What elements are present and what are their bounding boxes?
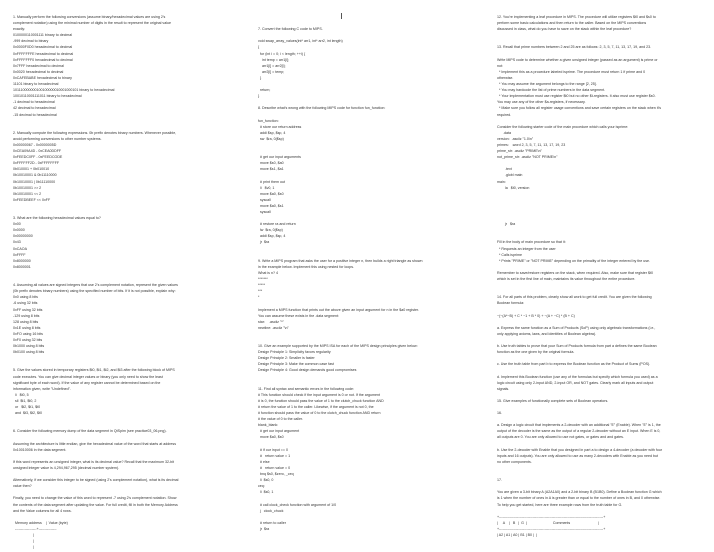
text-line: # is 0, the function should pass the value of 1 to the clutch_chuck function AND [258,398,384,403]
text-line: 0x0000F0D0 hexadecimal to decimal [13,45,73,50]
text-line: *** [258,289,263,294]
text-line: 0x00000067 - 0x0000005D [13,142,57,147]
text-line: Alternatively, if we consider this integer to be signed (using 2's complement notation), what is its decimal [13,478,179,483]
text-line: return; [258,88,271,93]
text-line: # return the value of 1 to the caller. Likewise, if the argument is not 0, the [258,405,374,409]
text-line: -6 using 32 bits [13,301,38,306]
text-line: jr $ra [258,526,270,531]
text-line: 0x00000000 [13,234,33,239]
text-line: move $s1, $a1 [258,167,284,172]
text-line: perform some basic calculations and then return to the caller. Based on the MIPS conventions [497,21,647,26]
text-line: 0b0100 using 8 bits [13,350,45,355]
text-line: 0xFO using 16 bits [13,331,43,336]
text-line: 0xFF using 32 bits [13,307,43,312]
text-line: li $t0, 5 [13,392,29,397]
text-line: # return to caller [258,520,286,525]
text-line: Design Principle 3: Make the common case fast [258,362,334,367]
text-line: in the example below. Implement this using nested for loops. [258,264,355,269]
text-line: li $v0, 1 [258,185,275,190]
text-line: 6. Consider the following memory dump of the data segment in QtSpim (see practice03_06.png). [13,429,167,434]
text-line: # function should pass the value of 0 to the clutch_chuck function AND return [258,411,381,416]
text-line: If this word represents an unsigned integer, what is its decimal value? Recall that the maximum 32-bit [13,459,174,464]
text-line: Implement a MIPS function that prints out the above given an input argument for n in the $a0 register. [258,307,420,312]
text-line: void swap_array_values(int* arr1, int* arr2, int length) [258,39,343,44]
text-line: -1 decimal to hexadecimal [13,100,55,105]
text-line: fun_function: [258,118,279,123]
text-line: 11101 binary to hexadecimal [13,82,59,87]
text-line: What is n? 4 [258,270,278,275]
text-line: discussed in class, what do you have to save on the stack within the leaf procedure? [497,27,632,32]
text-line: syscall [258,197,271,202]
text-line: prime_str: .asciiz "PRIME\n" [497,149,542,154]
text-line: .globl main [497,173,523,178]
text-line: required. [497,112,512,117]
text-line: 0xFFFFFFFE hexadecimal to decimal [13,51,74,56]
text-line: -15 decimal to hexadecimal [13,112,57,117]
text-line: 0x1E using 8 bits [13,325,41,330]
text-line: move $a0, $s0 [258,435,284,440]
text-line: value then? [13,484,32,489]
text-line: -999 decimal to binary [13,39,49,44]
text-line: 9. Write a MIPS program that asks the user for a positive integer n, then builds a right triangle as shown [258,258,423,263]
text-line: Memory address | Value (byte) [13,520,68,525]
text-line: # call clock_check function with argument of 1/0 [258,502,337,507]
text-line: 0x10010006 in the data segment. [13,447,67,452]
text-line: .text [497,167,512,172]
text-line: | [13,539,34,544]
text-line: 0xFFFFFF2D - 0xFFFFFFFF [13,161,60,166]
text-line: 14. For all parts of this problem, clearly show all work to get full credit. You are given the following [497,295,652,300]
text-line: 16. [497,411,502,416]
text-line: or $t2, $t1, $t0 [13,405,41,409]
text-line: exactly: [13,27,26,32]
text-line: arr2[i] = temp; [258,69,285,74]
text-line: To help you get started, here are three example rows from the truth table for G. [497,502,623,507]
text-line: Finally, you need to change the value of this word to represent -7 using 2's complement notation. Show [13,496,177,501]
text-line: b. Use the 2-decoder with Enable that you designed in part a to design a 4-decoder (a decoder with four [497,447,663,452]
text-cursor [341,13,342,19]
text-line: 0x0000 [13,228,25,233]
text-line: addi $sp, $sp, 4 [258,234,286,239]
text-line: Assuming the architecture is little endian, give the hexadecimal value of the word that starts at address [13,441,177,446]
text-line: for (int i = 0; i < length; ++i) { [258,51,306,56]
text-line: Write MIPS code to determine whether a given unsigned integer (passed as an argument) is prime or [497,57,658,62]
text-line: star: .asciiz "*" [258,319,284,324]
text-line: 0xF0 using 32 bits [13,337,43,342]
text-line: { [258,45,260,50]
text-line: newline: .asciiz "\n" [258,325,289,330]
text-line: 5. Give the values stored in temporary registers $t0, $t1, $t2, and $t3 after the following block of MIPS [13,368,175,373]
column-middle [258,14,483,532]
text-line: lw $ra, 0($sp) [258,228,283,233]
text-line: function as the one given by the original formula. [497,350,575,355]
text-line: 0xFFFFFFF0 hexadecimal to decimal [13,57,73,62]
text-line: only applying axioms, laws, and identities of Boolean algebra). [497,331,597,336]
text-line: * You may assume the argument belongs to the range [2, 25]. [497,82,597,87]
text-line: ******* [258,277,268,282]
text-line: 0x8000000 [13,258,31,263]
text-line: unsigned integer value is 4,294,967,295 (decimal number system). [13,465,120,470]
text-line: avoid performing conversions to other number systems. [13,136,102,141]
text-line: version: .asciiz "1.0\n" [497,136,534,141]
text-line: significant byte of each word). If the value of any register cannot be determined based on the [13,380,161,385]
text-line: # get our input arguments [258,155,301,160]
text-line: a. Design a logic circuit that implements a 2-decoder with an additional "E" (Enable). When "E" is 1, the [497,423,661,428]
text-line: Design Principle 2: Smaller is faster [258,356,315,361]
text-line: * [258,295,260,300]
text-line: j clock_chuck [258,508,284,513]
text-line: int temp = arr1[i]; [258,57,290,62]
text-line: arr1[i] = arr2[i]; [258,63,286,68]
text-line: * Prints "PRIME" or "NOT PRIME" depending on the primality of the integer entered by the use. [497,258,651,263]
text-line: 7. Convert the following C code to MIPS. [258,27,323,32]
text-line: otherwise. [497,75,514,80]
text-line: li $s0, 0 [258,478,274,483]
text-line: 13. Recall that prime numbers between 2 and 25 are as follows: 2, 3, 5, 7, 11, 13, 17, 19, and 23. [497,45,652,50]
text-line: Remember to save/restore registers on the stack, when required. Also, make sure that register $t0 [497,270,654,275]
text-line: * Your implementation must use register $t0 but no other $t-registers. It also must use register $s0. [497,94,656,99]
text-line: # return value = 0 [258,465,291,470]
text-line: li $s0, 1 [258,490,274,495]
text-line: 0xCEA09A4D - 0xCEA0DDFF [13,149,62,154]
text-line: b. Use truth tables to prove that your Sum of Products formula from part a defines the same Boolean [497,344,657,349]
text-line: 2. Manually compute the following expressions. 0b prefix denotes binary numbers. Whenever possible, [13,130,177,135]
text-line: 0b10010001 | 0b11110000 [13,179,56,184]
text-line: * You may hardcode the list of prime numbers in the data segment. [497,88,606,93]
text-line: main: [497,179,506,184]
text-line: no other components. [497,459,532,464]
text-line: 0b010001 + 0b010010 [13,167,50,172]
text-line: c. Use the truth table from part b to express the Boolean function as the Product of Sums (POS). [497,362,651,367]
text-line: complement notation) using the minimal number of digits in the result to represent the original value [13,21,172,26]
text-line: move $s0, $a0 [258,161,284,166]
text-line: 0b10010001 >> 2 [13,185,42,190]
text-line: not: [497,63,503,68]
text-line: sw $ra, 0($sp) [258,136,284,141]
text-line: .data [497,130,511,135]
text-line: 12. You're implementing a leaf procedure in MIPS. The procedure will utilize registers $t0 and $s0 to [497,15,656,19]
text-line: 0xCAFEBABE hexadecimal to binary [13,75,72,80]
text-line: 8. Describe what's wrong with the following MIPS code for function fun_function: [258,106,386,111]
text-line: not_prime_str: .asciiz "NOT PRIME\n" [497,155,558,160]
text-line: 10010110001111011 binary to hexadecimal [13,94,82,99]
text-line: ~(~(A*~B) + C * ~1 + B * 0) + ~(A + ~C) * (B + C) [497,313,575,318]
text-line: 0x0020 hexadecimal to decimal [13,69,64,74]
text-line: primes: .word 2, 3, 5, 7, 11, 13, 17, 19, 23 [497,142,566,147]
text-line: 0xCAOA [13,246,27,251]
text-line: 1. Manually perform the following conversions (assume binary/hexadecimal values are using 2's [13,15,166,19]
text-line: | [13,545,34,550]
text-line: output of the decoder is the same as the output of a regular 2-decoder without an E input. When E is 0, [497,429,661,434]
text-line: # print them out [258,179,285,184]
text-line: ------------------+--------------- [13,526,57,531]
text-line: 128 using 8 bits [13,319,39,324]
text-line: blank_blank: [258,423,279,428]
text-line: logic circuit using only 2-input AND, 2-input OR, and NOT gates. Clearly mark all inputs and output [497,380,654,385]
text-line: bnq $s0, $zero, _ceq [258,472,294,477]
text-line: 3. What are the following hexadecimal values equal to? [13,216,101,221]
text-line: Consider the following starter code of the main procedure which calls your isprime: [497,124,629,129]
text-line: (0b prefix denotes binary numbers) using the specified number of bits. If it is not possible, explain why: [13,289,176,294]
text-line: sll $t1, $t0, 2 [13,398,37,403]
text-line: d. Implement this Boolean function (use any of the formulas but specify which formula you used) as a [497,374,658,379]
text-line: Boolean formula: [497,301,525,306]
text-line: Design Principle 1: Simplicity favors regularity [258,350,331,355]
column-left [13,14,238,550]
text-line: Fill in the body of main procedure so that it: [497,240,566,245]
text-line: and $t3, $t2, $t0 [13,411,42,416]
text-line: 10. Give an example supported by the MIPS ISA for each of the MIPS design principles given below: [258,344,418,349]
text-line: You can assume these exists in the .data segment: [258,313,339,318]
text-line: | A2 | A1 | A0 | B1 | B0 | | [497,532,537,537]
text-line: 0x8000001 [13,264,31,269]
text-line: code executes. You can give decimal integer values or binary (you only need to show the least [13,374,163,379]
text-line: # restore ra and return [258,222,296,227]
text-line: ***** [258,283,265,288]
text-line: * Make sure you follow all register usage conventions and save certain registers on the stack when it's [497,106,662,111]
text-line: jr $ra [497,222,516,227]
text-line: * Calls isprime [497,252,522,257]
text-line: 0b1000 using 8 bits [13,344,45,349]
text-line: jr $ra [258,240,270,245]
text-line: the contents of the data segment after updating the value. For full credit, fill in both the Memory Address [13,502,178,507]
text-line: +---------------------------------------------------------------------------------------+ [497,514,606,519]
text-line: +---------------------------------------------------------------------------------------+ [497,526,606,531]
text-line: information given, write "Undefined". [13,386,71,391]
text-line: 15. Give examples of functionally complete sets of Boolean operators. [497,398,609,403]
text-line: inputs and 16 outputs). You are only allowed to use as many 2-decoders with Enable as you need but [497,453,659,458]
text-line: # if our input == 0 [258,447,288,452]
text-line: 0x7FFF hexadecimal to decimal [13,63,64,68]
column-right [497,14,702,538]
text-line: | [13,532,34,537]
text-line: * Implement this as a procedure labeled isprime. The procedure must return 1 if prime and 0 [497,69,646,74]
text-line: 4. Assuming all values are signed integers that use 2's complement notation, represent the given values [13,283,178,288]
text-line: la $t0, version [497,185,530,190]
text-line: # return value = 1 [258,453,291,458]
text-line: } [258,75,262,80]
text-line: and the Value columns for all 4 rows. [13,508,72,513]
text-line: # store our return address [258,124,302,129]
text-line: -129 using 8 bits [13,313,40,318]
text-line: You are given a 3-bit binary A (A2A1A0) and a 2-bit binary B (B1B0). Define a Boolean function G which [497,490,662,495]
text-line: 0b10010001 & 0b11110000 [13,173,57,178]
text-line: is 1 when the number of ones in A is greater than or equal to the number of ones in B, and 0 otherwise. [497,496,661,501]
text-line: # the value of 0 to the caller. [258,417,303,422]
text-line: You may use any of the other $a-registers, if necessary. [497,100,586,105]
text-line: Design Principle 4: Good design demands good compromises [258,368,357,373]
text-line: a. Express the same function as a Sum of Products (SoP) using only algebraic transformations (i.e., [497,325,656,330]
text-line: signals. [497,386,510,391]
text-line: 0x43 [13,240,21,245]
text-line: 0x0 using 8 bits [13,295,38,300]
text-line: 0xFEEDC0FF - 0xFEEDCODE [13,155,63,160]
text-line: | A | B | G | Comments | [497,520,600,525]
text-line: 0100000110001111 binary to decimal [13,33,73,38]
text-line: which is set in the first line of main, maintains its value throughout the entire procedure. [497,277,636,282]
text-line: move $a0, $s0 [258,191,284,196]
text-line: 11. Find all syntax and semantic errors in the following code: [258,386,355,391]
text-line: all outputs are 0. You are only allowed to use not gates, or gates and and gates. [497,435,624,440]
text-line: move $a0, $s1 [258,203,284,208]
text-line: syscall [258,210,271,214]
text-line: # This function should check if the input argument is 0 or not. If the argument [258,392,380,397]
text-line: 101110000000100100000010001000101 binary to hexadecimal [13,88,115,93]
text-line: 17. [497,478,502,483]
text-line: # get our input argument [258,429,300,434]
text-line: 0xFFFF [13,252,26,257]
text-line: 0xFEEDBEEF << 0xFF [13,197,51,202]
text-line: addi $sp, $sp, 4 [258,130,286,135]
text-line: # else [258,459,270,464]
text-line: 0b10010001 << 2 [13,191,42,196]
text-line: } [258,94,260,99]
text-line: * Requests an integer from the user [497,246,556,251]
text-line: 42 decimal to hexadecimal [13,106,56,111]
text-line: ceq: [258,484,265,489]
text-line: 0x00 [13,222,21,227]
